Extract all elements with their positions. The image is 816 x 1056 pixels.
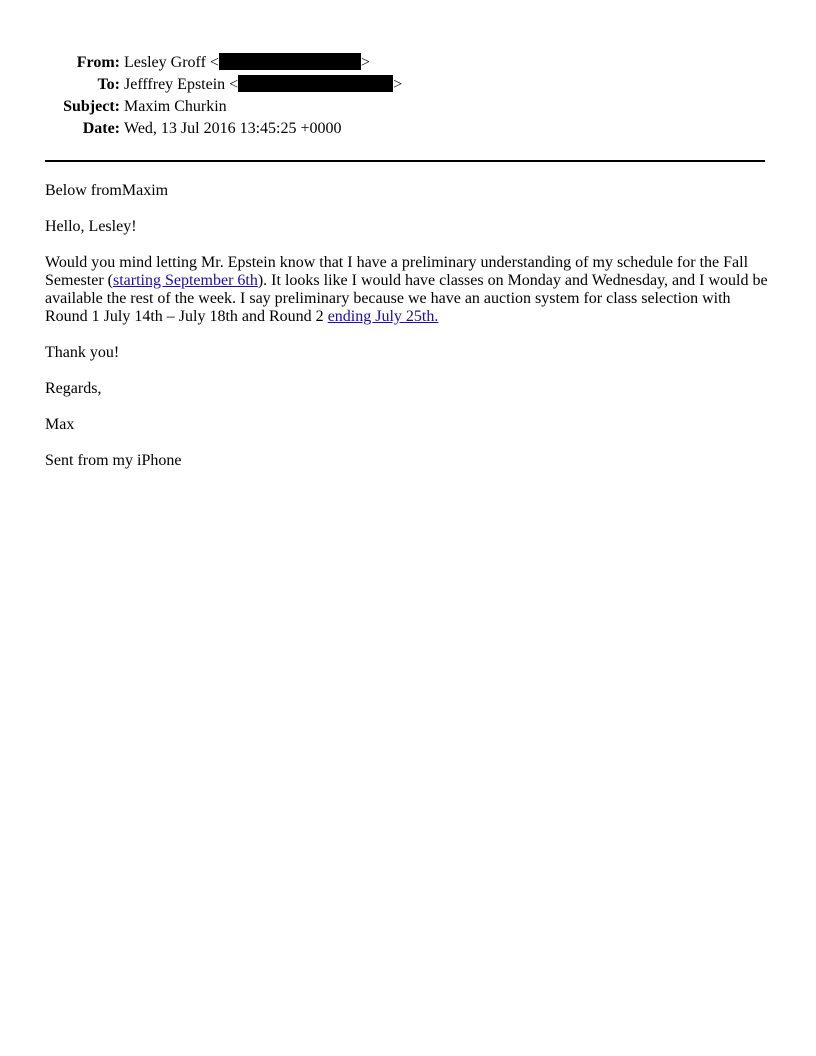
date-value: Wed, 13 Jul 2016 13:45:25 +0000 <box>124 120 342 137</box>
subject-row <box>45 96 765 118</box>
ending-date-link[interactable]: ending July 25th. <box>327 308 439 325</box>
to-open-angle: < <box>229 76 239 93</box>
from-row <box>45 52 765 74</box>
from-value <box>124 52 370 74</box>
greeting-line: Hello, Lesley! <box>45 218 137 235</box>
to-value <box>124 74 402 96</box>
main-paragraph-part2: ). It looks like I would have classes on Monday and Wednesday, and I would be available the rest of the week. I say preliminary because we have an auction system for class selection with Round 1 July 14th – July 18th and Round 2 <box>45 272 768 325</box>
main-paragraph-part1: Would you mind letting Mr. Epstein know that I have a preliminary understanding of my schedule for the Fall Semester ( <box>45 254 749 289</box>
email-header <box>45 52 765 140</box>
regards-line: Regards, <box>45 380 102 397</box>
intro-line: Below fromMaxim <box>45 182 169 199</box>
subject-value: Maxim Churkin <box>124 98 227 115</box>
to-row <box>45 74 765 96</box>
from-name: Lesley Groff <box>124 54 206 71</box>
thanks-line: Thank you! <box>45 344 120 361</box>
signature-line: Max <box>45 416 75 433</box>
starting-date-link[interactable]: starting September 6th <box>112 272 258 289</box>
to-close-angle: > <box>393 76 403 93</box>
from-email-redaction <box>219 53 361 70</box>
sent-from-line: Sent from my iPhone <box>45 452 182 469</box>
subject-label: Subject: <box>63 98 120 115</box>
from-open-angle: < <box>209 54 219 71</box>
date-row <box>45 118 765 140</box>
email-body <box>45 182 773 488</box>
from-label: From: <box>76 54 120 71</box>
date-label: Date: <box>82 120 120 137</box>
to-email-redaction <box>238 75 393 92</box>
header-divider <box>45 160 765 162</box>
from-close-angle: > <box>360 54 370 71</box>
main-paragraph <box>45 254 773 326</box>
to-name: Jefffrey Epstein <box>124 76 226 93</box>
to-label: To: <box>97 76 120 93</box>
